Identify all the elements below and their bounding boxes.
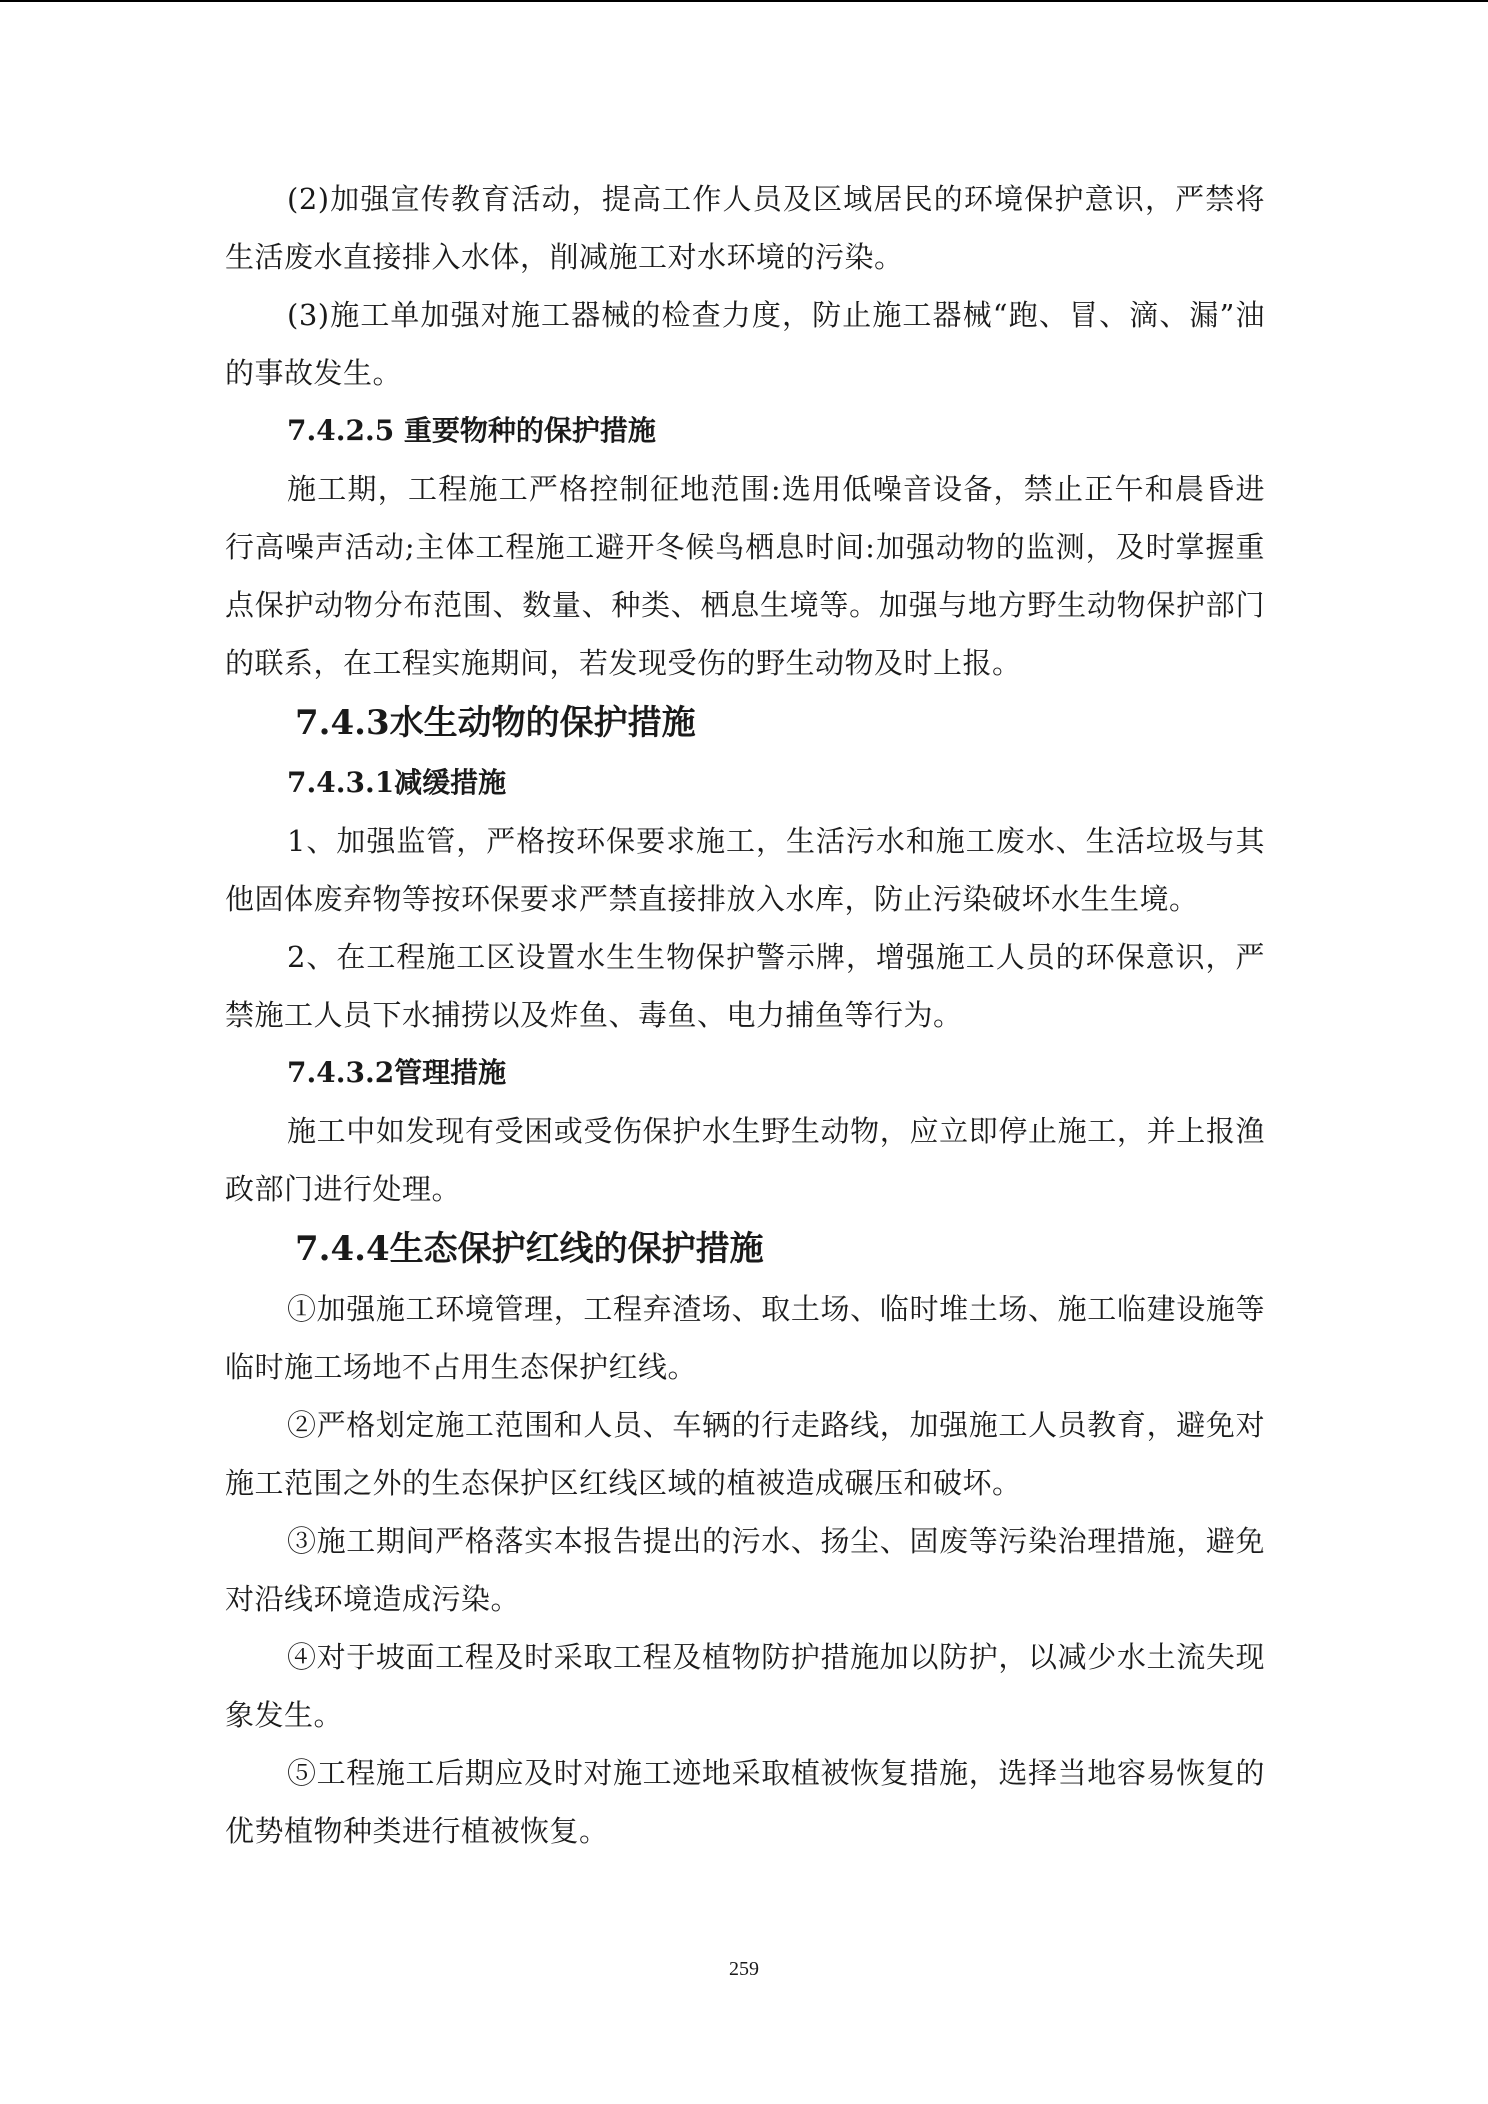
heading-7-4-3-1: 7.4.3.1减缓措施 bbox=[287, 766, 507, 799]
para-redline-1: ①加强施工环境管理，工程弃渣场、取土场、临时堆土场、施工临建设施等临时施工场地不占用生态保护红线。 bbox=[225, 1292, 1265, 1384]
heading-7-4-4: 7.4.4生态保护红线的保护措施 bbox=[295, 1229, 764, 1269]
heading-7-4-2-5: 7.4.2.5 重要物种的保护措施 bbox=[287, 414, 656, 447]
para-mitigation-2: 2、在工程施工区设置水生生物保护警示牌，增强施工人员的环保意识，严禁施工人员下水捕捞以及炸鱼、毒鱼、电力捕鱼等行为。 bbox=[225, 940, 1265, 1032]
para-redline-4: ④对于坡面工程及时采取工程及植物防护措施加以防护，以减少水土流失现象发生。 bbox=[225, 1640, 1265, 1732]
para-management: 施工中如发现有受困或受伤保护水生野生动物，应立即停止施工，并上报渔政部门进行处理。 bbox=[225, 1114, 1265, 1206]
para-species-protection: 施工期，工程施工严格控制征地范围:选用低噪音设备，禁止正午和晨昏进行高噪声活动;主体工程施工避开冬候鸟栖息时间:加强动物的监测，及时掌握重点保护动物分布范围、数量、种类、栖息生境等。加强与地方野生动物保护部门的联系，在工程实施期间，若发现受伤的野生动物及时上报。 bbox=[225, 472, 1265, 680]
para-mitigation-1: 1、加强监管，严格按环保要求施工，生活污水和施工废水、生活垃圾与其他固体废弃物等按环保要求严禁直接排放入水库，防止污染破坏水生生境。 bbox=[225, 824, 1265, 916]
para-redline-2: ②严格划定施工范围和人员、车辆的行走路线，加强施工人员教育，避免对施工范围之外的生态保护区红线区域的植被造成碾压和破坏。 bbox=[225, 1408, 1265, 1500]
heading-7-4-3: 7.4.3水生动物的保护措施 bbox=[295, 703, 696, 743]
para-water-education: (2)加强宣传教育活动，提高工作人员及区域居民的环境保护意识，严禁将生活废水直接排入水体，削减施工对水环境的污染。 bbox=[225, 182, 1265, 274]
para-redline-5: ⑤工程施工后期应及时对施工迹地采取植被恢复措施，选择当地容易恢复的优势植物种类进行植被恢复。 bbox=[225, 1756, 1265, 1848]
top-border-line bbox=[0, 0, 1488, 2]
document-body bbox=[225, 170, 1265, 1860]
page-number: 259 bbox=[729, 1958, 759, 1980]
para-redline-3: ③施工期间严格落实本报告提出的污水、扬尘、固废等污染治理措施，避免对沿线环境造成污染。 bbox=[225, 1524, 1265, 1616]
heading-7-4-3-2: 7.4.3.2管理措施 bbox=[287, 1056, 507, 1089]
para-machinery-inspection: (3)施工单加强对施工器械的检查力度，防止施工器械“跑、冒、滴、漏”油的事故发生。 bbox=[225, 298, 1265, 390]
